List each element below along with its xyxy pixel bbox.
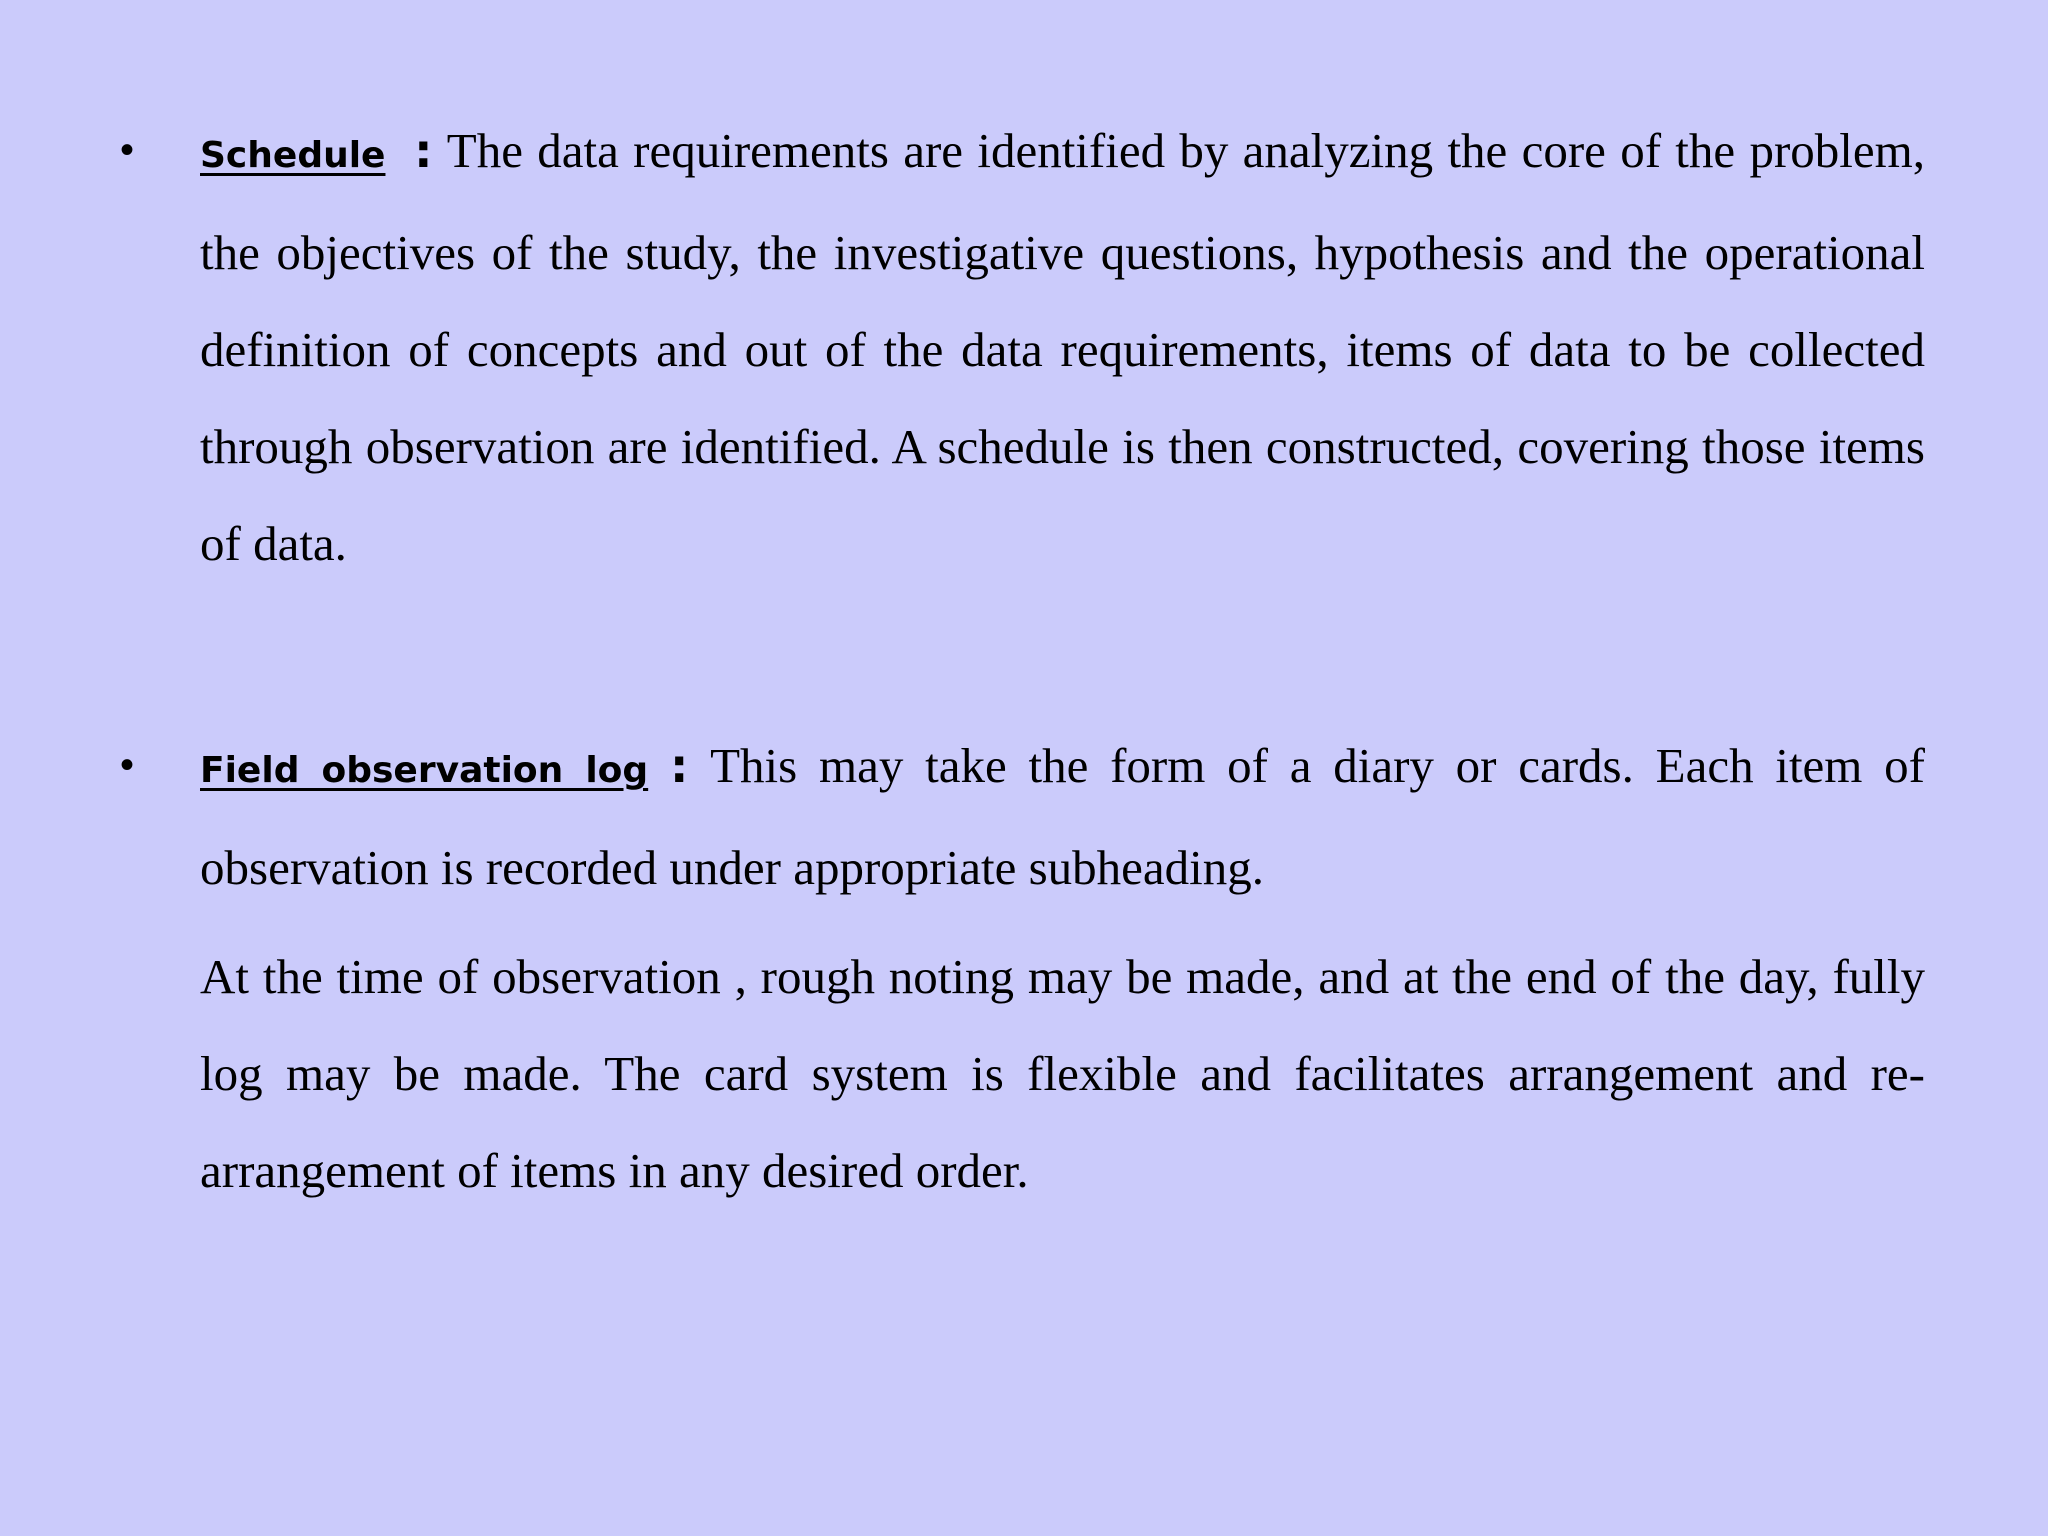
bullet-dot: • [120, 743, 135, 787]
bullet-item-schedule [120, 102, 1926, 592]
term-colon: : [414, 124, 433, 178]
term-colon: : [669, 739, 689, 793]
term-heading: Field observation log [200, 750, 649, 791]
bullet-paragraph [200, 102, 1925, 592]
bullet-paragraph-continued: At the time of observation , rough noting may be made, and at the end of the day, fully log may be made. The card system is flexible and facilitates arrangement and re-arrangement of items in any desired order. [200, 949, 1925, 1198]
bullet-item-field-observation-log [120, 717, 1926, 1219]
bullet-dot: • [120, 128, 135, 172]
term-heading: Schedule [200, 135, 386, 176]
bullet-text: The data requirements are identified by analyzing the core of the problem, the objectives of the study, the investigative questions, hypothesis and the operational definition of concepts and out of the data requirements, items of data to be collected through observation are identified. A schedule is then constructed, covering those items of data. [200, 123, 1926, 571]
bullet-text: This may take the form of a diary or cards. Each item of observation is recorded under appropriate subheading. [200, 738, 1926, 895]
bullet-paragraph [200, 717, 1925, 916]
